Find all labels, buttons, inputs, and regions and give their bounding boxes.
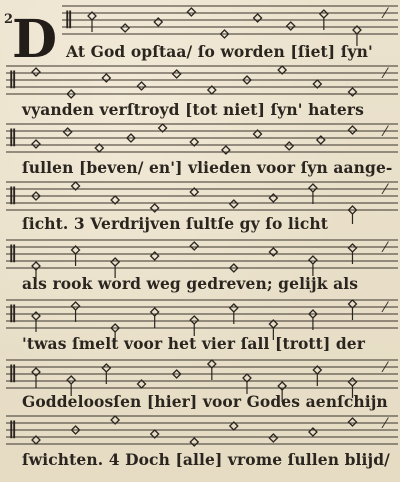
clef-icon: ‖ [8,302,17,323]
whole-note-icon [32,140,40,148]
whole-note-icon [348,418,356,426]
whole-note-icon [348,88,356,96]
whole-note-icon [64,128,72,136]
half-note-icon [151,308,159,316]
clef-icon: ‖ [8,184,17,205]
stanza-number: 2 [4,12,14,27]
whole-note-icon [187,8,195,16]
whole-note-icon [287,22,295,30]
custos-icon: ⁄ [384,416,387,432]
custos-icon: ⁄ [384,6,387,22]
whole-note-icon [102,74,110,82]
whole-note-icon [285,142,293,150]
whole-note-icon [230,200,238,208]
half-note-icon [230,304,238,312]
whole-note-icon [121,24,129,32]
whole-note-icon [173,70,181,78]
clef-icon: ‖ [8,126,17,147]
whole-note-icon [269,194,277,202]
half-note-icon [320,10,328,18]
lyric-text: ſicht. 3 Verdrijven ſultſe gy ſo licht [22,214,329,233]
lyric-text: vyanden verſtroyd [tot niet] ſyn' haters [22,100,364,119]
whole-note-icon [151,252,159,260]
whole-note-icon [154,18,162,26]
lyric-text: Goddeloosſen [hier] voor Godes aenſchijn [22,392,388,411]
half-note-icon [32,368,40,376]
custos-icon: ⁄ [384,66,387,82]
whole-note-icon [137,82,145,90]
clef-icon: ‖ [8,242,17,263]
whole-note-icon [222,146,230,154]
lyric-text: ſullen [beven/ en'] vlieden voor ſyn aange- [22,158,393,177]
whole-note-icon [151,204,159,212]
lyric-text: 'twas ſmelt voor het vier ſall [trott] der [22,334,366,353]
whole-note-icon [32,68,40,76]
lyric-text: als rook word weg gedreven; gelijk als [22,274,359,293]
half-note-icon [111,258,119,266]
decorated-initial: D [12,9,58,70]
clef-icon: ‖ [8,418,17,439]
custos-icon: ⁄ [384,240,387,256]
half-note-icon [278,382,286,390]
clef-icon: ‖ [8,362,17,383]
whole-note-icon [254,14,262,22]
whole-note-icon [190,242,198,250]
custos-icon: ⁄ [384,124,387,140]
half-note-icon [72,302,80,310]
whole-note-icon [269,248,277,256]
clef-icon: ‖ [8,68,17,89]
half-note-icon [102,364,110,372]
whole-note-icon [317,136,325,144]
whole-note-icon [309,428,317,436]
lyric-text: ſwichten. 4 Doch [alle] vrome ſullen blijd/ [22,450,390,469]
half-note-icon [32,262,40,270]
half-note-icon [190,316,198,324]
half-note-icon [309,184,317,192]
lyric-text: At God opſtaa/ ſo worden [ſiet] ſyn' [66,42,373,61]
whole-note-icon [269,434,277,442]
half-note-icon [348,244,356,252]
whole-note-icon [348,126,356,134]
whole-note-icon [190,438,198,446]
clef-icon: ‖ [64,8,73,29]
half-note-icon [67,376,75,384]
custos-icon: ⁄ [384,182,387,198]
custos-icon: ⁄ [384,300,387,316]
half-note-icon [309,256,317,264]
half-note-icon [32,312,40,320]
custos-icon: ⁄ [384,360,387,376]
half-note-icon [348,378,356,386]
